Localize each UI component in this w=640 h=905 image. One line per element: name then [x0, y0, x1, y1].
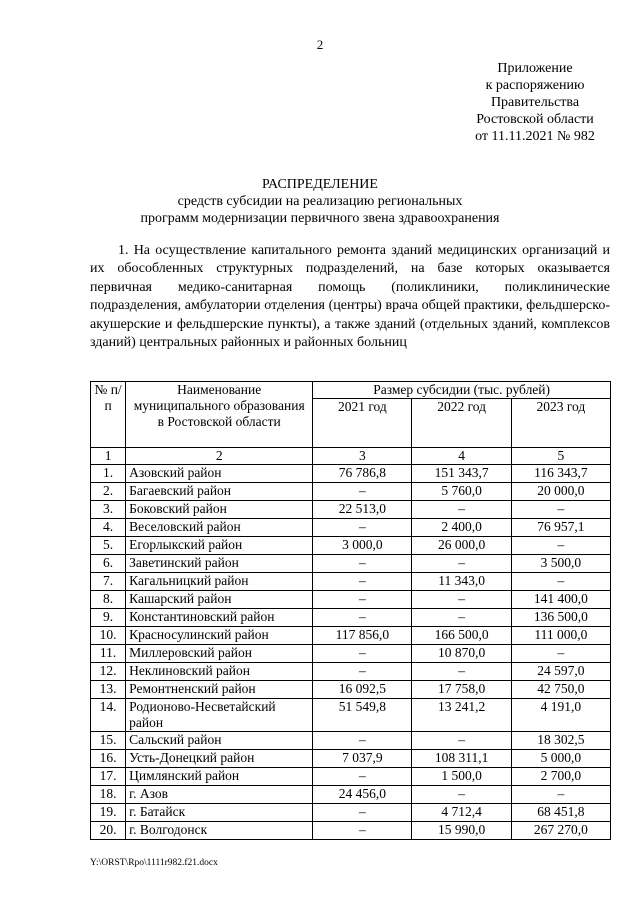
- subsidy-table: [90, 381, 611, 840]
- value-2021-cell: 16 092,5: [313, 681, 412, 699]
- value-2023-cell: –: [511, 573, 610, 591]
- page-number: 2: [316, 37, 324, 52]
- value-2022-cell: –: [412, 732, 511, 750]
- municipality-cell: Веселовский район: [126, 519, 313, 537]
- value-2021-cell: 22 513,0: [313, 501, 412, 519]
- table-row: [91, 786, 611, 804]
- value-2021-cell: –: [313, 768, 412, 786]
- row-num-cell: 19.: [91, 804, 126, 822]
- appendix-line: Ростовской области: [476, 112, 594, 127]
- table-body: [91, 465, 611, 840]
- value-2022-cell: –: [412, 663, 511, 681]
- municipality-cell: Миллеровский район: [126, 645, 313, 663]
- table-index-row: [91, 448, 611, 465]
- appendix-line: Приложение: [497, 61, 573, 76]
- table-row: [91, 519, 611, 537]
- value-2022-cell: 4 712,4: [412, 804, 511, 822]
- table-row: [91, 483, 611, 501]
- municipality-cell: Заветинский район: [126, 555, 313, 573]
- value-2022-cell: 13 241,2: [412, 699, 511, 732]
- value-2022-cell: 26 000,0: [412, 537, 511, 555]
- municipality-cell: Кагальницкий район: [126, 573, 313, 591]
- municipality-cell: Егорлыкский район: [126, 537, 313, 555]
- header-year-2022: 2022 год: [412, 399, 511, 448]
- municipality-cell: Родионово-Несветайский район: [126, 699, 313, 732]
- row-num-cell: 4.: [91, 519, 126, 537]
- title-line: программ модернизации первичного звена здравоохранения: [140, 211, 500, 226]
- table-row: [91, 681, 611, 699]
- index-cell: 2: [126, 448, 313, 465]
- intro-text: 1. На осуществление капитального ремонта зданий медицинских организаций и их обособленных структурных подразделений, на базе которых оказывается первичная медико-санитарная помощь (поликлиники, поликлинические подразделения, амбулатории отделения (центры) врача общей практики, фельдшерско-акушерские и фельдшерские пункты), а также зданий (отдельных зданий, комплексов зданий) центральных районных и районных больниц: [90, 243, 610, 351]
- value-2022-cell: –: [412, 501, 511, 519]
- row-num-cell: 5.: [91, 537, 126, 555]
- table-row: [91, 609, 611, 627]
- value-2021-cell: 3 000,0: [313, 537, 412, 555]
- index-cell: 4: [412, 448, 511, 465]
- row-num-cell: 16.: [91, 750, 126, 768]
- value-2023-cell: 76 957,1: [511, 519, 610, 537]
- municipality-cell: Красносулинский район: [126, 627, 313, 645]
- table-row: [91, 822, 611, 840]
- value-2023-cell: 5 000,0: [511, 750, 610, 768]
- index-cell: 3: [313, 448, 412, 465]
- value-2021-cell: –: [313, 555, 412, 573]
- municipality-cell: Ремонтненский район: [126, 681, 313, 699]
- value-2021-cell: 76 786,8: [313, 465, 412, 483]
- row-num-cell: 3.: [91, 501, 126, 519]
- value-2023-cell: 2 700,0: [511, 768, 610, 786]
- header-name: Наименование муниципального образования в Ростовской области: [126, 382, 313, 448]
- row-num-cell: 8.: [91, 591, 126, 609]
- row-num-cell: 9.: [91, 609, 126, 627]
- table-row: [91, 645, 611, 663]
- value-2023-cell: –: [511, 501, 610, 519]
- value-2022-cell: 1 500,0: [412, 768, 511, 786]
- row-num-cell: 6.: [91, 555, 126, 573]
- value-2022-cell: 166 500,0: [412, 627, 511, 645]
- appendix-block: [440, 60, 630, 145]
- index-cell: 5: [511, 448, 610, 465]
- value-2022-cell: –: [412, 555, 511, 573]
- municipality-cell: Азовский район: [126, 465, 313, 483]
- appendix-line: от 11.11.2021 № 982: [475, 129, 595, 144]
- municipality-cell: Цимлянский район: [126, 768, 313, 786]
- index-cell: 1: [91, 448, 126, 465]
- municipality-cell: Усть-Донецкий район: [126, 750, 313, 768]
- value-2021-cell: –: [313, 732, 412, 750]
- value-2021-cell: –: [313, 573, 412, 591]
- row-num-cell: 7.: [91, 573, 126, 591]
- table-row: [91, 732, 611, 750]
- intro-paragraph: [90, 242, 610, 352]
- table-row: [91, 555, 611, 573]
- table-row: [91, 627, 611, 645]
- row-num-cell: 1.: [91, 465, 126, 483]
- value-2021-cell: –: [313, 645, 412, 663]
- value-2023-cell: –: [511, 537, 610, 555]
- value-2021-cell: –: [313, 483, 412, 501]
- value-2022-cell: 11 343,0: [412, 573, 511, 591]
- row-num-cell: 14.: [91, 699, 126, 732]
- value-2021-cell: –: [313, 822, 412, 840]
- municipality-cell: Боковский район: [126, 501, 313, 519]
- value-2023-cell: 42 750,0: [511, 681, 610, 699]
- table-row: [91, 804, 611, 822]
- table-header-row: [91, 382, 611, 399]
- value-2023-cell: 136 500,0: [511, 609, 610, 627]
- value-2023-cell: 18 302,5: [511, 732, 610, 750]
- row-num-cell: 20.: [91, 822, 126, 840]
- value-2023-cell: –: [511, 786, 610, 804]
- table-row: [91, 465, 611, 483]
- row-num-cell: 18.: [91, 786, 126, 804]
- header-num: № п/п: [91, 382, 126, 448]
- value-2022-cell: 17 758,0: [412, 681, 511, 699]
- value-2023-cell: 267 270,0: [511, 822, 610, 840]
- value-2021-cell: 24 456,0: [313, 786, 412, 804]
- value-2023-cell: 68 451,8: [511, 804, 610, 822]
- row-num-cell: 2.: [91, 483, 126, 501]
- municipality-cell: Багаевский район: [126, 483, 313, 501]
- value-2021-cell: 117 856,0: [313, 627, 412, 645]
- table-row: [91, 573, 611, 591]
- value-2023-cell: 20 000,0: [511, 483, 610, 501]
- value-2021-cell: –: [313, 519, 412, 537]
- row-num-cell: 15.: [91, 732, 126, 750]
- value-2022-cell: 15 990,0: [412, 822, 511, 840]
- appendix-line: Правительства: [490, 95, 580, 110]
- municipality-cell: Константиновский район: [126, 609, 313, 627]
- value-2022-cell: –: [412, 609, 511, 627]
- header-year-2023: 2023 год: [511, 399, 610, 448]
- value-2021-cell: –: [313, 591, 412, 609]
- header-group: Размер субсидии (тыс. рублей): [313, 382, 611, 399]
- value-2023-cell: 4 191,0: [511, 699, 610, 732]
- value-2023-cell: 3 500,0: [511, 555, 610, 573]
- row-num-cell: 13.: [91, 681, 126, 699]
- municipality-cell: Сальский район: [126, 732, 313, 750]
- municipality-cell: г. Азов: [126, 786, 313, 804]
- table-row: [91, 501, 611, 519]
- value-2021-cell: –: [313, 804, 412, 822]
- appendix-line: к распоряжению: [485, 78, 585, 93]
- value-2022-cell: 108 311,1: [412, 750, 511, 768]
- value-2023-cell: 116 343,7: [511, 465, 610, 483]
- table-row: [91, 663, 611, 681]
- value-2022-cell: –: [412, 591, 511, 609]
- document-title: [0, 176, 640, 227]
- value-2021-cell: 51 549,8: [313, 699, 412, 732]
- table-row: [91, 750, 611, 768]
- row-num-cell: 10.: [91, 627, 126, 645]
- title-line: средств субсидии на реализацию региональных: [177, 194, 463, 209]
- value-2022-cell: 10 870,0: [412, 645, 511, 663]
- header-year-2021: 2021 год: [313, 399, 412, 448]
- value-2022-cell: 151 343,7: [412, 465, 511, 483]
- municipality-cell: Неклиновский район: [126, 663, 313, 681]
- value-2021-cell: –: [313, 663, 412, 681]
- value-2023-cell: 141 400,0: [511, 591, 610, 609]
- value-2021-cell: 7 037,9: [313, 750, 412, 768]
- value-2023-cell: –: [511, 645, 610, 663]
- row-num-cell: 12.: [91, 663, 126, 681]
- row-num-cell: 11.: [91, 645, 126, 663]
- file-path-footer: Y:\ORST\Rpo\1111r982.f21.docx: [90, 858, 218, 868]
- row-num-cell: 17.: [91, 768, 126, 786]
- table-row: [91, 768, 611, 786]
- municipality-cell: Кашарский район: [126, 591, 313, 609]
- value-2022-cell: 5 760,0: [412, 483, 511, 501]
- municipality-cell: г. Батайск: [126, 804, 313, 822]
- value-2023-cell: 24 597,0: [511, 663, 610, 681]
- value-2023-cell: 111 000,0: [511, 627, 610, 645]
- table-row: [91, 699, 611, 732]
- value-2022-cell: 2 400,0: [412, 519, 511, 537]
- table-row: [91, 537, 611, 555]
- value-2022-cell: –: [412, 786, 511, 804]
- municipality-cell: г. Волгодонск: [126, 822, 313, 840]
- value-2021-cell: –: [313, 609, 412, 627]
- title-heading: РАСПРЕДЕЛЕНИЕ: [262, 177, 378, 192]
- table-row: [91, 591, 611, 609]
